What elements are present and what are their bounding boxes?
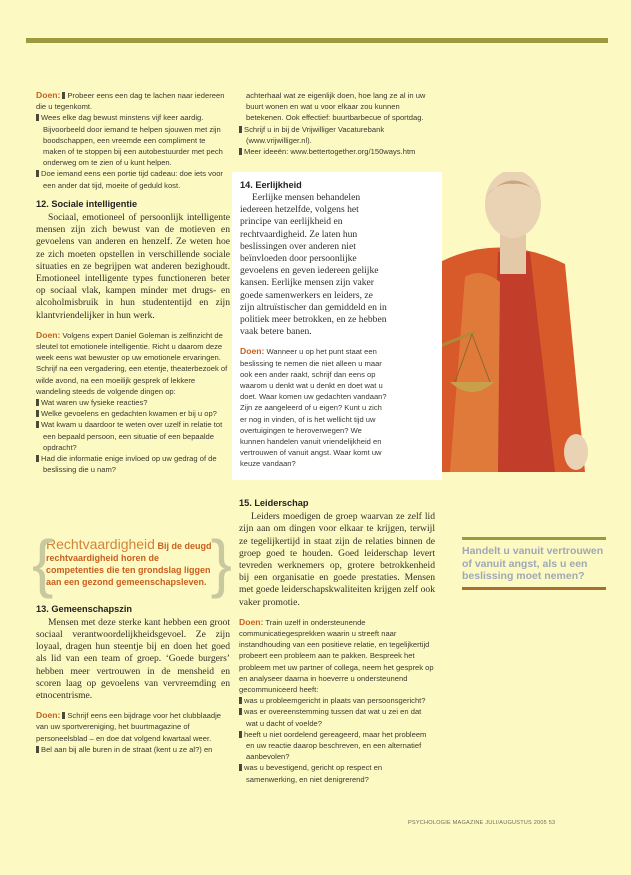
section-15-list — [239, 695, 435, 785]
square-bullet-icon — [36, 410, 39, 417]
section-13-doen: Doen: Schrijf eens een bijdrage voor het clubblaadje van uw sportvereniging, het buurtmagazine of personeelsblad – en doe dat volgend kwartaal weer. — [36, 710, 222, 743]
section-13-list — [36, 744, 230, 755]
section-14-title: 14. Eerlijkheid — [240, 180, 302, 190]
list-item: Welke gevoelens en gedachten kwamen er bij u op? — [36, 408, 230, 419]
doen-label: Doen: — [36, 90, 61, 100]
list-item: Meer ideeën: www.bettertogether.org/150ways.htm — [239, 146, 435, 157]
intro-doen-text: Probeer eens een dag te lachen naar iedereen die u tegenkomt. — [36, 91, 225, 112]
column-left — [36, 90, 230, 755]
section-14-body: Eerlijke mensen behandelen iedereen hetzelfde, volgens het principe van eerlijkheid en rechtvaardigheid. Ze laten hun beslissingen over anderen niet beïnvloeden door persoonlijke gevoelens en geven iedereen gelijke kansen. Eerlijke mensen zijn vaker goede samenwerkers en leiders, ze zijn altruïstischer dan gemiddeld en in politiek meer betrokken, en ze hebben vaak betere banen. — [240, 192, 387, 338]
intro-list — [36, 112, 230, 190]
pull-quote-keyword: Rechtvaardigheid — [46, 536, 155, 552]
list-item: Schrijf u in bij de Vrijwilliger Vacaturebank (www.vrijwilliger.nl). — [239, 124, 435, 146]
list-item: Had die informatie enige invloed op uw gedrag of de beslissing die u nam? — [36, 453, 230, 475]
continuation-text: achterhaal wat ze eigenlijk doen, hoe lang ze al in uw buurt wonen en wat u voor elkaar zou kunnen betekenen. Ook effectief: buurtbarbecue of sportdag. — [246, 91, 426, 123]
section-13-body: Mensen met deze sterke kant hebben een groot sociaal verantwoordelijkheidsgevoel. Ze zijn loyaal, dragen hun steentje bij en doen het goed als lid van een team of groep. ‘Goede burgers’ hebben meer vertrouwen in de mensheid en scoren laag op gevoelens van vervreemding en etnocentrisme. — [36, 616, 230, 701]
section-14-doen: Doen: Wanneer u op het punt staat een beslissing te nemen die niet alleen u maar ook een ander raakt, schrijf dan eens op waarom u denkt wat u denkt en doet wat u doet. Waar komen uw gedachten vandaan? Zijn ze aangeleerd of u eigen? Kunt u zich er nog in vinden, of is het wellicht tijd uw overtuigingen te heroverwegen? We kunnen handelen vanuit vriendelijkheid en vertrouwen of vanuit angst. Waar komt uw keuze vandaan? — [240, 346, 387, 469]
section-12-body: Sociaal, emotioneel of persoonlijk intelligente mensen zijn zich bewust van de motieven en gevoelens van anderen en henzelf. Ze weten hoe ze zich moeten opstellen in verschillende sociale situaties en ze begrijpen wat anderen bezighoudt. Emotioneel intelligente types functioneren beter op sociaal vlak, kampen minder met drugs- en alcoholmisbruik in hun studententijd en zijn klantvriendelijker in hun werk. — [36, 212, 230, 321]
square-bullet-icon — [239, 764, 242, 771]
list-item: Bel aan bij alle buren in de straat (kent u ze al?) en — [36, 744, 230, 755]
list-item: Wat kwam u daardoor te weten over uzelf in relatie tot een bepaald persoon, een situatie of een bepaalde opdracht? — [36, 419, 230, 453]
list-item: Wees elke dag bewust minstens vijf keer aardig. Bijvoorbeeld door iemand te helpen sjouwen met zijn boodschappen, een vreemde een compliment te maken of te stoppen bij een autobestuurder met pech onderweg om te zien of u kunt helpen. — [36, 112, 230, 168]
square-bullet-icon — [62, 712, 65, 719]
list-item: was u probleemgericht in plaats van persoonsgericht? — [239, 695, 435, 706]
list-item: Wat waren uw fysieke reacties? — [36, 397, 230, 408]
square-bullet-icon — [239, 731, 242, 738]
list-item: was er overeenstemming tussen dat wat u zei en dat wat u dacht of voelde? — [239, 706, 435, 728]
list-item: heeft u niet oordelend gereageerd, maar het probleem en uw reactie daarop beschreven, en een alternatief aanbevolen? — [239, 729, 435, 763]
column-middle-lower — [239, 490, 435, 785]
square-bullet-icon — [239, 126, 242, 133]
section-14-box — [232, 172, 442, 480]
section-12-title: 12. Sociale intelligentie — [36, 198, 138, 209]
square-bullet-icon — [62, 92, 65, 99]
column-middle — [239, 90, 435, 157]
list-item: was u bevestigend, gericht op respect en samenwerking, en niet denigrerend? — [239, 762, 435, 784]
square-bullet-icon — [36, 421, 39, 428]
section-13-title: 13. Gemeenschapszin — [36, 603, 133, 614]
pull-quote — [32, 527, 232, 599]
section-15-body: Leiders moedigen de groep waarvan ze zelf lid zijn aan om dingen voor elkaar te krijgen, terwijl ze tegelijkertijd in staat zijn de relaties binnen de groep goed te houden. Goed leiderschap levert tevreden werknemers op, grotere betrokkenheid bij een organisatie en goede prestaties. Mensen met goede leiderschapskwaliteiten krijgen zelf ook vaker promotie. — [239, 511, 435, 608]
square-bullet-icon — [36, 455, 39, 462]
section-12-list — [36, 397, 230, 475]
square-bullet-icon — [36, 170, 39, 177]
section-15-doen: Doen: Train uzelf in ondersteunende communicatiegesprekken waarin u streeft naar instandhouding van een positieve relatie, en tegelijkertijd probeert een probleem aan te pakken. Bespreek het probleem met uw partner of collega, neem het gesprek op en analyseer daarna in hoeverre u ondersteunend gecommuniceerd heeft: — [239, 616, 434, 695]
pull-quote-text: Bij de deugd rechtvaardigheid horen de competenties die ten grondslag liggen aan een gezond gemeenschapsleven. — [46, 541, 212, 587]
square-bullet-icon — [36, 399, 39, 406]
left-brace-icon: { — [32, 527, 54, 599]
square-bullet-icon — [36, 746, 39, 753]
section-12-doen: Doen: Volgens expert Daniel Goleman is zelfinzicht de sleutel tot emotionele intelligentie. Richt u daarom deze week eens wat bewuster op uw emotionele ervaringen. Schrijf na een vergadering, een etentje, theaterbezoek of wilde avond, na een moeilijk gesprek of lekkere wandeling steeds de volgende dingen op: — [36, 329, 228, 396]
side-quote-text: Handelt u vanuit vertrouwen of vanuit angst, als u een beslissing moet nemen? — [462, 545, 604, 582]
right-brace-icon: } — [210, 527, 232, 599]
top-rule — [26, 38, 608, 43]
square-bullet-icon — [239, 148, 242, 155]
intro-doen — [36, 90, 230, 112]
side-quote-rule — [462, 587, 606, 590]
square-bullet-icon — [239, 708, 242, 715]
page-footer: PSYCHOLOGIE MAGAZINE JULI/AUGUSTUS 2005 53 — [408, 820, 556, 826]
continuation-list — [239, 124, 435, 158]
list-item: Doe iemand eens een portie tijd cadeau: doe iets voor een ander dat tijd, moeite of geduld kost. — [36, 168, 230, 190]
section-15-title: 15. Leiderschap — [239, 498, 309, 508]
side-quote — [462, 537, 606, 583]
square-bullet-icon — [36, 114, 39, 121]
square-bullet-icon — [239, 697, 242, 704]
